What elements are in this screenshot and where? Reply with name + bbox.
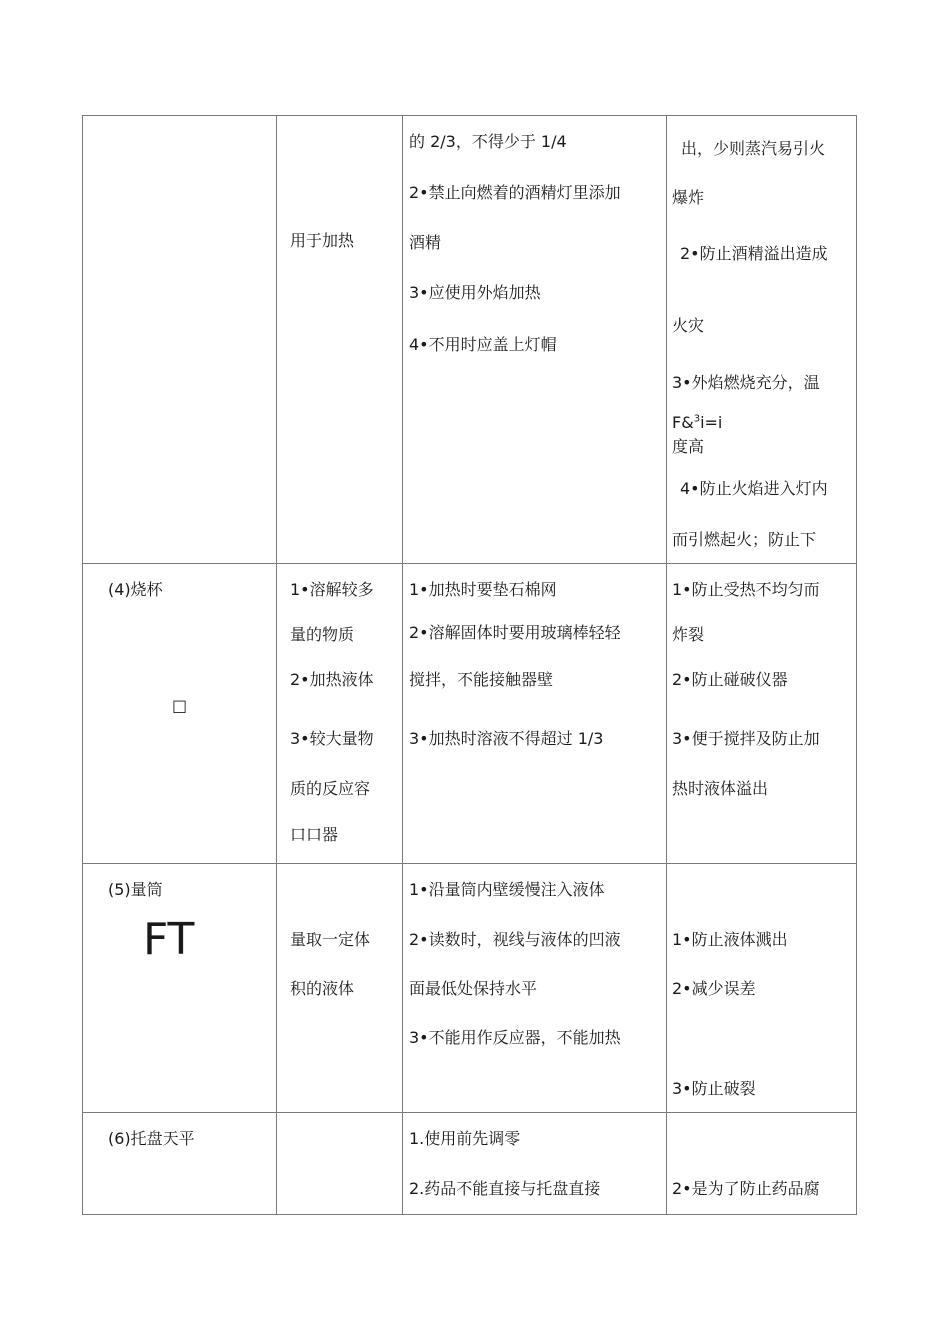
table-border-bottom — [82, 1214, 857, 1215]
usage-text: 质的反应容 — [290, 779, 371, 798]
notes-text: 2•溶解固体时要用玻璃棒轻轻 — [409, 623, 621, 642]
usage-text: 口口器 — [290, 825, 339, 844]
reason-text: 1•防止受热不均匀而 — [672, 580, 820, 599]
row-divider-2 — [82, 863, 857, 864]
reason-text: 热时液体溢出 — [672, 779, 769, 798]
reason-text: 而引燃起火；防止下 — [672, 530, 817, 549]
reason-text: 出，少则蒸汽易引火 — [681, 139, 826, 158]
row-divider-3 — [82, 1112, 857, 1113]
reason-text: 2•防止酒精溢出造成 — [680, 244, 828, 263]
usage-text: 量取一定体 — [290, 930, 371, 949]
cylinder-image-placeholder: FT — [143, 914, 195, 965]
col-divider-1 — [276, 115, 277, 1215]
notes-text: 2.药品不能直接与托盘直接 — [409, 1179, 601, 1198]
notes-text: 面最低处保持水平 — [409, 979, 538, 998]
notes-text: 3•应使用外焰加热 — [409, 283, 541, 302]
garbled-text: F&$^3$i=i — [672, 413, 723, 432]
reason-text: 4•防止火焰进入灯内 — [680, 479, 828, 498]
usage-text: 积的液体 — [290, 979, 355, 998]
row-divider-1 — [82, 563, 857, 564]
usage-text: 用于加热 — [290, 231, 355, 250]
instrument-name: (4)烧杯 — [108, 580, 163, 599]
table-border-left — [82, 115, 83, 1215]
reason-text: 3•便于搅拌及防止加 — [672, 729, 820, 748]
reason-text: 炸裂 — [672, 625, 705, 644]
usage-text: 2•加热液体 — [290, 670, 374, 689]
notes-text: 3•不能用作反应器，不能加热 — [409, 1028, 621, 1047]
instrument-name: (5)量筒 — [108, 880, 163, 899]
notes-text: 1•沿量筒内壁缓慢注入液体 — [409, 880, 605, 899]
col-divider-3 — [666, 115, 667, 1215]
beaker-image-placeholder: □ — [172, 696, 188, 715]
reason-text: 2•是为了防止药品腐 — [672, 1179, 820, 1198]
notes-text: 酒精 — [409, 233, 442, 252]
reason-text: 3•防止破裂 — [672, 1079, 756, 1098]
reason-text: 度高 — [672, 437, 705, 456]
instrument-name: (6)托盘天平 — [108, 1129, 195, 1148]
notes-text: 1.使用前先调零 — [409, 1129, 521, 1148]
notes-text: 的 2/3，不得少于 1/4 — [409, 132, 567, 151]
reason-text: 2•减少误差 — [672, 979, 756, 998]
notes-text: 4•不用时应盖上灯帽 — [409, 335, 557, 354]
table-border-top — [82, 115, 857, 116]
usage-text: 1•溶解较多 — [290, 580, 374, 599]
reason-text: 1•防止液体溅出 — [672, 930, 788, 949]
usage-text: 量的物质 — [290, 625, 355, 644]
reason-text: 爆炸 — [672, 188, 705, 207]
notes-text: 2•禁止向燃着的酒精灯里添加 — [409, 183, 621, 202]
notes-text: 搅拌，不能接触器壁 — [409, 670, 554, 689]
notes-text: 2•读数时，视线与液体的凹液 — [409, 930, 621, 949]
reason-text: 2•防止碰破仪器 — [672, 670, 788, 689]
col-divider-2 — [402, 115, 403, 1215]
notes-text: 1•加热时要垫石棉网 — [409, 580, 557, 599]
reason-text: 火灾 — [672, 316, 705, 335]
reason-text: 3•外焰燃烧充分，温 — [672, 373, 820, 392]
table-border-right — [856, 115, 857, 1215]
usage-text: 3•较大量物 — [290, 729, 374, 748]
notes-text: 3•加热时溶液不得超过 1/3 — [409, 729, 604, 748]
